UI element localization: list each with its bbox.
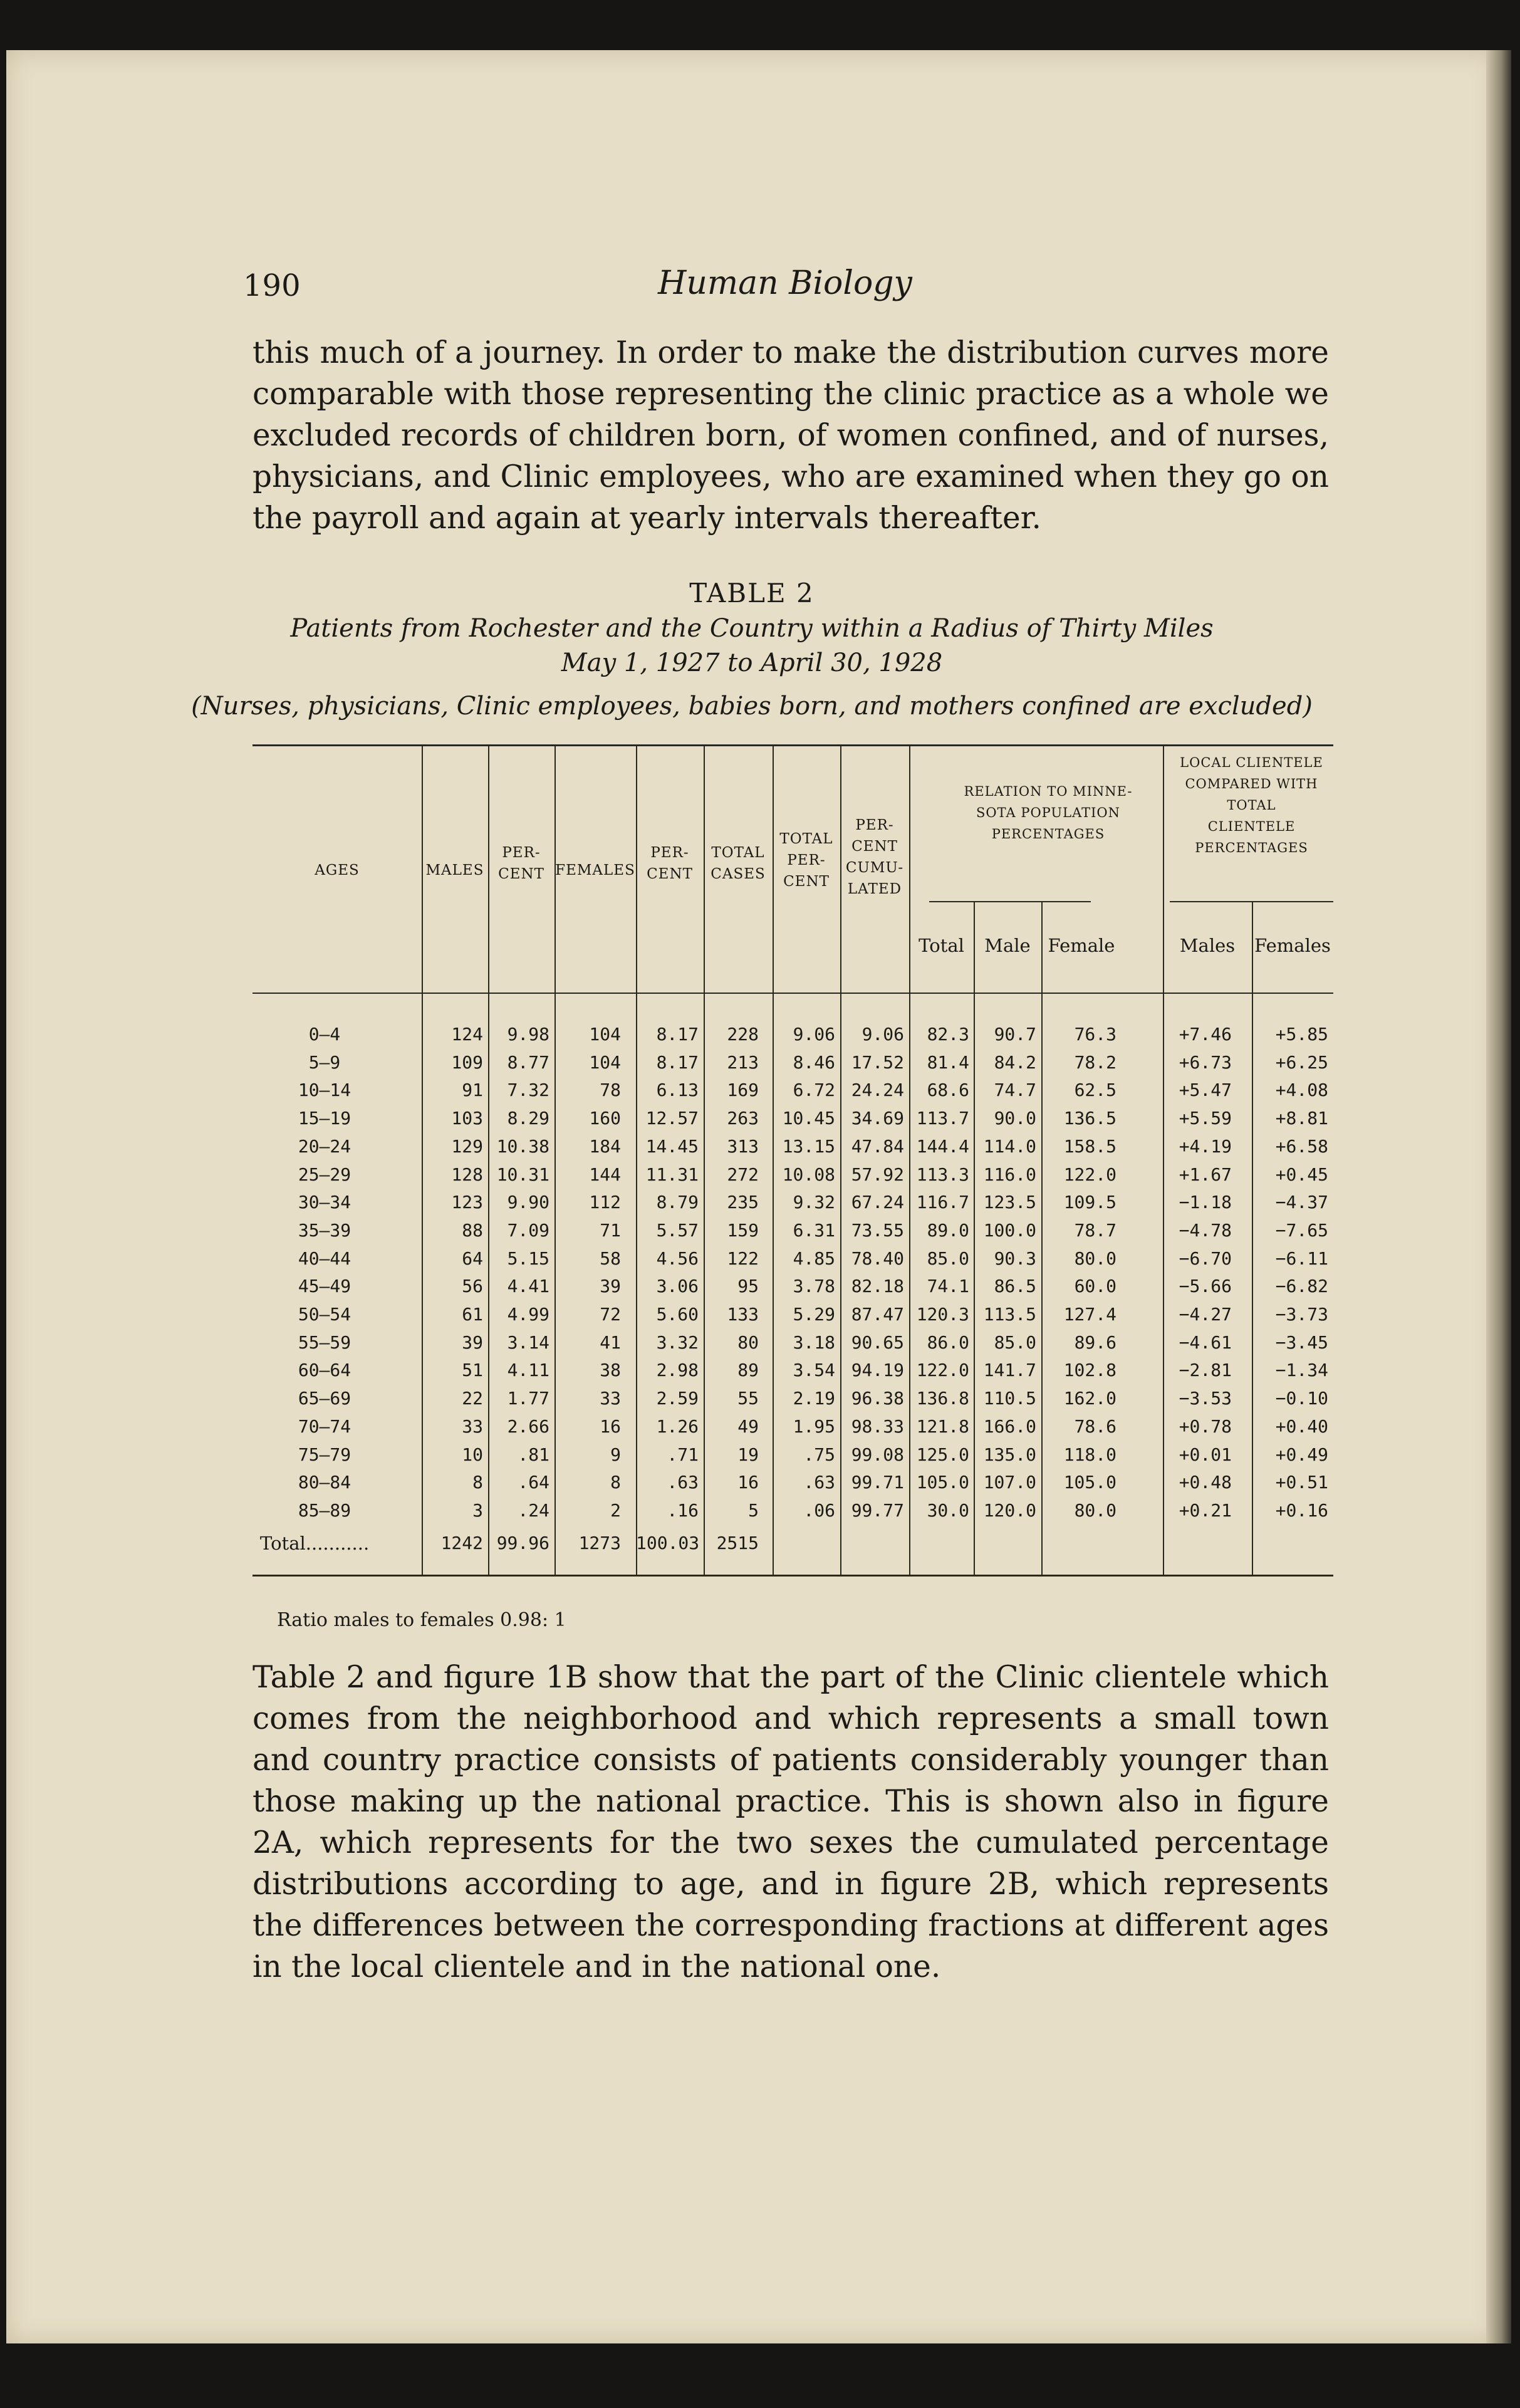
cell-females: 144 — [589, 1164, 621, 1185]
header-females: FEMALES — [555, 862, 635, 878]
cell-loc-females: −7.65 — [1275, 1219, 1328, 1241]
cell-per-cent-females: 14.45 — [645, 1135, 699, 1157]
cell-males: 10 — [462, 1444, 483, 1465]
cell-loc-females: +0.16 — [1275, 1499, 1328, 1521]
cell-loc-males: +1.67 — [1179, 1164, 1232, 1185]
cell-females: 71 — [600, 1219, 621, 1241]
cell-loc-males: +5.59 — [1179, 1108, 1232, 1129]
cell-total-per-cent: 10.08 — [782, 1164, 835, 1185]
cell-per-cent-cumulated: 99.77 — [851, 1499, 904, 1521]
cell-rel-female: 102.8 — [1063, 1360, 1117, 1381]
cell-loc-females: −1.34 — [1275, 1360, 1328, 1381]
cell-per-cent-cumulated: 99.08 — [851, 1444, 904, 1465]
total-females: 1273 — [578, 1533, 621, 1553]
cell-males: 129 — [451, 1135, 483, 1157]
cell-per-cent-females: 3.06 — [656, 1276, 699, 1297]
table-bottom-rule — [252, 1575, 1333, 1577]
cell-age: 20–24 — [298, 1135, 351, 1157]
cell-rel-female: 80.0 — [1074, 1499, 1117, 1521]
cell-total-cases: 49 — [737, 1415, 759, 1437]
cell-females: 38 — [600, 1360, 621, 1381]
cell-total-cases: 133 — [727, 1304, 759, 1325]
cell-rel-total: 85.0 — [927, 1248, 969, 1269]
total-per-cent-males: 99.96 — [496, 1533, 549, 1553]
cell-per-cent-males: 10.31 — [496, 1164, 549, 1185]
cell-per-cent-females: 8.79 — [656, 1192, 699, 1213]
cell-rel-female: 62.5 — [1074, 1080, 1117, 1101]
total-per-cent-females: 100.03 — [636, 1533, 700, 1553]
cell-rel-female: 78.2 — [1074, 1051, 1117, 1073]
cell-total-per-cent: 4.85 — [793, 1248, 835, 1269]
cell-per-cent-females: 5.57 — [656, 1219, 699, 1241]
cell-males: 64 — [462, 1248, 483, 1269]
cell-total-per-cent: 1.95 — [793, 1415, 835, 1437]
cell-age: 5–9 — [308, 1051, 341, 1073]
header-rel-total: Total — [919, 935, 964, 956]
cell-total-per-cent: .75 — [803, 1444, 835, 1465]
cell-rel-male: 84.2 — [994, 1051, 1036, 1073]
cell-rel-female: 118.0 — [1063, 1444, 1117, 1465]
cell-females: 2 — [610, 1499, 621, 1521]
cell-rel-male: 110.5 — [983, 1388, 1036, 1409]
cell-loc-males: −4.61 — [1179, 1332, 1232, 1353]
cell-rel-male: 74.7 — [994, 1080, 1036, 1101]
table-label: TABLE 2 — [689, 578, 815, 608]
cell-per-cent-males: 2.66 — [507, 1415, 549, 1437]
cell-loc-females: +0.49 — [1275, 1444, 1328, 1465]
cell-females: 16 — [600, 1415, 621, 1437]
total-cases: 2515 — [716, 1533, 759, 1553]
cell-rel-total: 74.1 — [927, 1276, 969, 1297]
cell-per-cent-females: 6.13 — [656, 1080, 699, 1101]
cell-females: 41 — [600, 1332, 621, 1353]
cell-loc-females: +6.25 — [1275, 1051, 1328, 1073]
cell-total-cases: 272 — [727, 1164, 759, 1185]
cell-loc-males: −4.27 — [1179, 1304, 1232, 1325]
cell-loc-females: +8.81 — [1275, 1108, 1328, 1129]
cell-loc-females: +4.08 — [1275, 1080, 1328, 1101]
table-top-rule — [252, 744, 1333, 746]
cell-total-cases: 213 — [727, 1051, 759, 1073]
cell-per-cent-cumulated: 9.06 — [862, 1024, 904, 1045]
header-rel-female: Female — [1048, 935, 1115, 956]
cell-total-per-cent: 2.19 — [793, 1388, 835, 1409]
header-total-cases: TOTAL CASES — [711, 845, 766, 882]
cell-age: 10–14 — [298, 1080, 351, 1101]
cell-total-cases: 5 — [748, 1499, 759, 1521]
cell-loc-females: +6.58 — [1275, 1135, 1328, 1157]
cell-total-per-cent: 8.46 — [793, 1051, 835, 1073]
cell-total-cases: 263 — [727, 1108, 759, 1129]
cell-rel-female: 158.5 — [1063, 1135, 1117, 1157]
cell-loc-males: −5.66 — [1179, 1276, 1232, 1297]
cell-rel-female: 78.6 — [1074, 1415, 1117, 1437]
header-rel-male: Male — [984, 935, 1031, 956]
header-loc-males: Males — [1179, 935, 1236, 956]
cell-females: 8 — [610, 1472, 621, 1493]
cell-per-cent-females: 2.98 — [656, 1360, 699, 1381]
cell-total-cases: 55 — [737, 1388, 759, 1409]
cell-total-per-cent: 5.29 — [793, 1304, 835, 1325]
cell-age: 0–4 — [308, 1024, 341, 1045]
cell-loc-males: −3.53 — [1179, 1388, 1232, 1409]
cell-per-cent-males: 8.29 — [507, 1108, 549, 1129]
cell-per-cent-females: 8.17 — [656, 1024, 699, 1045]
cell-per-cent-males: 5.15 — [507, 1248, 549, 1269]
cell-males: 22 — [462, 1388, 483, 1409]
cell-age: 35–39 — [298, 1219, 351, 1241]
cell-males: 56 — [462, 1276, 483, 1297]
header-per-cent-cumulated: PER- CENT CUMU- LATED — [845, 817, 904, 897]
cell-per-cent-cumulated: 78.40 — [851, 1248, 904, 1269]
cell-females: 9 — [610, 1444, 621, 1465]
cell-rel-male: 135.0 — [983, 1444, 1036, 1465]
cell-per-cent-males: 3.14 — [507, 1332, 549, 1353]
cell-per-cent-cumulated: 99.71 — [851, 1472, 904, 1493]
cell-rel-total: 136.8 — [916, 1388, 969, 1409]
cell-rel-male: 100.0 — [983, 1219, 1036, 1241]
cell-rel-total: 105.0 — [916, 1472, 969, 1493]
cell-total-cases: 80 — [737, 1332, 759, 1353]
page-number: 190 — [243, 268, 301, 303]
cell-total-per-cent: .06 — [803, 1499, 835, 1521]
cell-loc-males: −2.81 — [1179, 1360, 1232, 1381]
cell-rel-total: 125.0 — [916, 1444, 969, 1465]
cell-males: 8 — [472, 1472, 483, 1493]
cell-per-cent-females: 3.32 — [656, 1332, 699, 1353]
cell-per-cent-females: 12.57 — [645, 1108, 699, 1129]
cell-total-cases: 89 — [737, 1360, 759, 1381]
cell-per-cent-males: 4.11 — [507, 1360, 549, 1381]
table-header-rule — [252, 993, 1333, 994]
table-footnote: Ratio males to females 0.98: 1 — [277, 1609, 566, 1631]
cell-females: 72 — [600, 1304, 621, 1325]
cell-total-per-cent: 6.72 — [793, 1080, 835, 1101]
cell-rel-male: 85.0 — [994, 1332, 1036, 1353]
cell-rel-total: 122.0 — [916, 1360, 969, 1381]
cell-rel-male: 114.0 — [983, 1135, 1036, 1157]
header-loc-females: Females — [1254, 935, 1331, 956]
cell-loc-females: −3.73 — [1275, 1304, 1328, 1325]
header-ages: AGES — [315, 862, 360, 878]
cell-rel-male: 141.7 — [983, 1360, 1036, 1381]
cell-rel-male: 116.0 — [983, 1164, 1036, 1185]
cell-per-cent-cumulated: 87.47 — [851, 1304, 904, 1325]
cell-rel-total: 86.0 — [927, 1332, 969, 1353]
cell-males: 51 — [462, 1360, 483, 1381]
cell-loc-males: +0.48 — [1179, 1472, 1232, 1493]
cell-per-cent-cumulated: 47.84 — [851, 1135, 904, 1157]
cell-per-cent-females: 8.17 — [656, 1051, 699, 1073]
cell-total-per-cent: 13.15 — [782, 1135, 835, 1157]
cell-rel-total: 82.3 — [927, 1024, 969, 1045]
cell-age: 80–84 — [298, 1472, 351, 1493]
header-total-per-cent: TOTAL PER- CENT — [779, 831, 833, 890]
paragraph-intro: this much of a journey. In order to make the distribution curves more comparable with those representing the clinic practice as a whole we excluded records of children born, of women confined, and of nurses, physicians, and Clinic employees, who are examined when they go on the payroll and again at yearly intervals thereafter. — [252, 335, 1329, 536]
cell-per-cent-cumulated: 67.24 — [851, 1192, 904, 1213]
paragraph-discussion: Table 2 and figure 1B show that the part of the Clinic clientele which comes from the neighborhood and which represents a small town and country practice consists of patients considerably younger than those making up the national practice. This is shown also in figure 2A, which represents for the two sexes the cumulated percentage distributions according to age, and in figure 2B, which represents the differences between the corresponding fractions at different ages in the local clientele and in the national one. — [252, 1660, 1329, 1984]
cell-loc-females: +0.51 — [1275, 1472, 1328, 1493]
cell-per-cent-females: .16 — [667, 1499, 699, 1521]
cell-per-cent-cumulated: 82.18 — [851, 1276, 904, 1297]
cell-per-cent-females: 2.59 — [656, 1388, 699, 1409]
cell-males: 61 — [462, 1304, 483, 1325]
cell-age: 75–79 — [298, 1444, 351, 1465]
cell-per-cent-males: .24 — [518, 1499, 549, 1521]
cell-per-cent-males: 4.41 — [507, 1276, 549, 1297]
cell-females: 39 — [600, 1276, 621, 1297]
cell-total-cases: 169 — [727, 1080, 759, 1101]
cell-rel-male: 166.0 — [983, 1415, 1036, 1437]
header-relation-group: RELATION TO MINNE- SOTA POPULATION PERCENTAGES — [964, 784, 1133, 842]
cell-total-cases: 313 — [727, 1135, 759, 1157]
cell-loc-females: −6.82 — [1275, 1276, 1328, 1297]
cell-rel-female: 78.7 — [1074, 1219, 1117, 1241]
cell-total-cases: 235 — [727, 1192, 759, 1213]
cell-per-cent-males: 9.90 — [507, 1192, 549, 1213]
cell-rel-total: 89.0 — [927, 1219, 969, 1241]
cell-males: 91 — [462, 1080, 483, 1101]
cell-per-cent-females: 5.60 — [656, 1304, 699, 1325]
cell-rel-female: 136.5 — [1063, 1108, 1117, 1129]
cell-total-per-cent: 9.32 — [793, 1192, 835, 1213]
cell-age: 50–54 — [298, 1304, 351, 1325]
cell-age: 65–69 — [298, 1388, 351, 1409]
cell-total-cases: 159 — [727, 1219, 759, 1241]
cell-per-cent-males: 9.98 — [507, 1024, 549, 1045]
cell-rel-male: 107.0 — [983, 1472, 1036, 1493]
cell-per-cent-cumulated: 98.33 — [851, 1415, 904, 1437]
cell-age: 45–49 — [298, 1276, 351, 1297]
cell-rel-female: 122.0 — [1063, 1164, 1117, 1185]
cell-per-cent-cumulated: 94.19 — [851, 1360, 904, 1381]
cell-loc-males: −4.78 — [1179, 1219, 1232, 1241]
cell-rel-male: 90.0 — [994, 1108, 1036, 1129]
table-caption-line2: May 1, 1927 to April 30, 1928 — [561, 649, 943, 677]
cell-per-cent-females: 1.26 — [656, 1415, 699, 1437]
cell-loc-males: +0.21 — [1179, 1499, 1232, 1521]
cell-loc-females: −3.45 — [1275, 1332, 1328, 1353]
total-label: Total........... — [260, 1533, 370, 1554]
cell-loc-females: −0.10 — [1275, 1388, 1328, 1409]
cell-rel-total: 68.6 — [927, 1080, 969, 1101]
cell-age: 15–19 — [298, 1108, 351, 1129]
cell-total-per-cent: 3.18 — [793, 1332, 835, 1353]
cell-age: 30–34 — [298, 1192, 351, 1213]
cell-loc-males: −1.18 — [1179, 1192, 1232, 1213]
cell-males: 123 — [451, 1192, 483, 1213]
cell-loc-females: +0.40 — [1275, 1415, 1328, 1437]
cell-per-cent-males: 1.77 — [507, 1388, 549, 1409]
cell-age: 70–74 — [298, 1415, 351, 1437]
table-caption-line3: (Nurses, physicians, Clinic employees, babies born, and mothers confined are excluded) — [191, 692, 1313, 721]
cell-loc-males: +7.46 — [1179, 1024, 1232, 1045]
cell-rel-total: 113.7 — [916, 1108, 969, 1129]
cell-loc-males: −6.70 — [1179, 1248, 1232, 1269]
cell-rel-female: 127.4 — [1063, 1304, 1117, 1325]
cell-males: 3 — [472, 1499, 483, 1521]
cell-rel-total: 30.0 — [927, 1499, 969, 1521]
cell-per-cent-males: 10.38 — [496, 1135, 549, 1157]
cell-females: 104 — [589, 1024, 621, 1045]
header-per-cent-males: PER- CENT — [498, 845, 544, 882]
cell-total-cases: 122 — [727, 1248, 759, 1269]
cell-rel-total: 81.4 — [927, 1051, 969, 1073]
cell-per-cent-males: 8.77 — [507, 1051, 549, 1073]
header-local-group: LOCAL CLIENTELE COMPARED WITH TOTAL CLIENTELE PERCENTAGES — [1180, 755, 1323, 855]
cell-total-cases: 95 — [737, 1276, 759, 1297]
cell-per-cent-cumulated: 73.55 — [851, 1219, 904, 1241]
data-table — [252, 744, 1333, 1565]
cell-males: 88 — [462, 1219, 483, 1241]
cell-females: 160 — [589, 1108, 621, 1129]
cell-rel-total: 116.7 — [916, 1192, 969, 1213]
cell-total-cases: 16 — [737, 1472, 759, 1493]
cell-females: 33 — [600, 1388, 621, 1409]
cell-age: 40–44 — [298, 1248, 351, 1269]
cell-age: 25–29 — [298, 1164, 351, 1185]
cell-total-per-cent: 3.78 — [793, 1276, 835, 1297]
header-males: MALES — [425, 862, 484, 878]
cell-rel-female: 89.6 — [1074, 1332, 1117, 1353]
cell-age: 60–64 — [298, 1360, 351, 1381]
cell-loc-males: +0.01 — [1179, 1444, 1232, 1465]
cell-rel-male: 90.3 — [994, 1248, 1036, 1269]
cell-total-per-cent: .63 — [803, 1472, 835, 1493]
cell-rel-total: 120.3 — [916, 1304, 969, 1325]
cell-per-cent-males: 7.32 — [507, 1080, 549, 1101]
cell-loc-females: +5.85 — [1275, 1024, 1328, 1045]
cell-per-cent-females: .71 — [667, 1444, 699, 1465]
cell-per-cent-males: .81 — [518, 1444, 549, 1465]
cell-rel-female: 80.0 — [1074, 1248, 1117, 1269]
cell-total-cases: 19 — [737, 1444, 759, 1465]
cell-males: 33 — [462, 1415, 483, 1437]
cell-age: 55–59 — [298, 1332, 351, 1353]
cell-loc-females: −4.37 — [1275, 1192, 1328, 1213]
cell-total-cases: 228 — [727, 1024, 759, 1045]
cell-females: 104 — [589, 1051, 621, 1073]
cell-rel-male: 120.0 — [983, 1499, 1036, 1521]
cell-per-cent-males: 7.09 — [507, 1219, 549, 1241]
cell-loc-males: +6.73 — [1179, 1051, 1232, 1073]
cell-rel-male: 123.5 — [983, 1192, 1036, 1213]
cell-per-cent-cumulated: 96.38 — [851, 1388, 904, 1409]
cell-rel-male: 90.7 — [994, 1024, 1036, 1045]
cell-per-cent-males: .64 — [518, 1472, 549, 1493]
book-page — [6, 50, 1497, 2343]
cell-total-per-cent: 6.31 — [793, 1219, 835, 1241]
cell-females: 112 — [589, 1192, 621, 1213]
cell-rel-female: 76.3 — [1074, 1024, 1117, 1045]
book-spine — [1486, 50, 1511, 2343]
cell-per-cent-cumulated: 34.69 — [851, 1108, 904, 1129]
cell-rel-female: 109.5 — [1063, 1192, 1117, 1213]
cell-per-cent-cumulated: 17.52 — [851, 1051, 904, 1073]
cell-rel-female: 105.0 — [1063, 1472, 1117, 1493]
cell-males: 39 — [462, 1332, 483, 1353]
cell-females: 58 — [600, 1248, 621, 1269]
total-males: 1242 — [440, 1533, 483, 1553]
cell-per-cent-cumulated: 90.65 — [851, 1332, 904, 1353]
cell-per-cent-cumulated: 24.24 — [851, 1080, 904, 1101]
cell-total-per-cent: 10.45 — [782, 1108, 835, 1129]
cell-total-per-cent: 3.54 — [793, 1360, 835, 1381]
cell-rel-total: 113.3 — [916, 1164, 969, 1185]
cell-males: 124 — [451, 1024, 483, 1045]
relation-group-rule — [929, 901, 1091, 902]
cell-females: 78 — [600, 1080, 621, 1101]
cell-rel-female: 60.0 — [1074, 1276, 1117, 1297]
cell-rel-total: 144.4 — [916, 1135, 969, 1157]
cell-females: 184 — [589, 1135, 621, 1157]
cell-rel-male: 113.5 — [983, 1304, 1036, 1325]
cell-loc-females: +0.45 — [1275, 1164, 1328, 1185]
cell-loc-males: +5.47 — [1179, 1080, 1232, 1101]
cell-males: 103 — [451, 1108, 483, 1129]
cell-per-cent-females: .63 — [667, 1472, 699, 1493]
cell-males: 128 — [451, 1164, 483, 1185]
cell-age: 85–89 — [298, 1499, 351, 1521]
cell-loc-males: +0.78 — [1179, 1415, 1232, 1437]
cell-rel-male: 86.5 — [994, 1276, 1036, 1297]
cell-males: 109 — [451, 1051, 483, 1073]
cell-per-cent-females: 4.56 — [656, 1248, 699, 1269]
cell-loc-females: −6.11 — [1275, 1248, 1328, 1269]
cell-per-cent-cumulated: 57.92 — [851, 1164, 904, 1185]
cell-per-cent-males: 4.99 — [507, 1304, 549, 1325]
header-per-cent-females: PER- CENT — [647, 845, 693, 882]
cell-per-cent-females: 11.31 — [645, 1164, 699, 1185]
cell-rel-total: 121.8 — [916, 1415, 969, 1437]
cell-loc-males: +4.19 — [1179, 1135, 1232, 1157]
table-caption-line1: Patients from Rochester and the Country within a Radius of Thirty Miles — [290, 614, 1214, 643]
cell-total-per-cent: 9.06 — [793, 1024, 835, 1045]
running-head: Human Biology — [658, 264, 912, 302]
cell-rel-female: 162.0 — [1063, 1388, 1117, 1409]
